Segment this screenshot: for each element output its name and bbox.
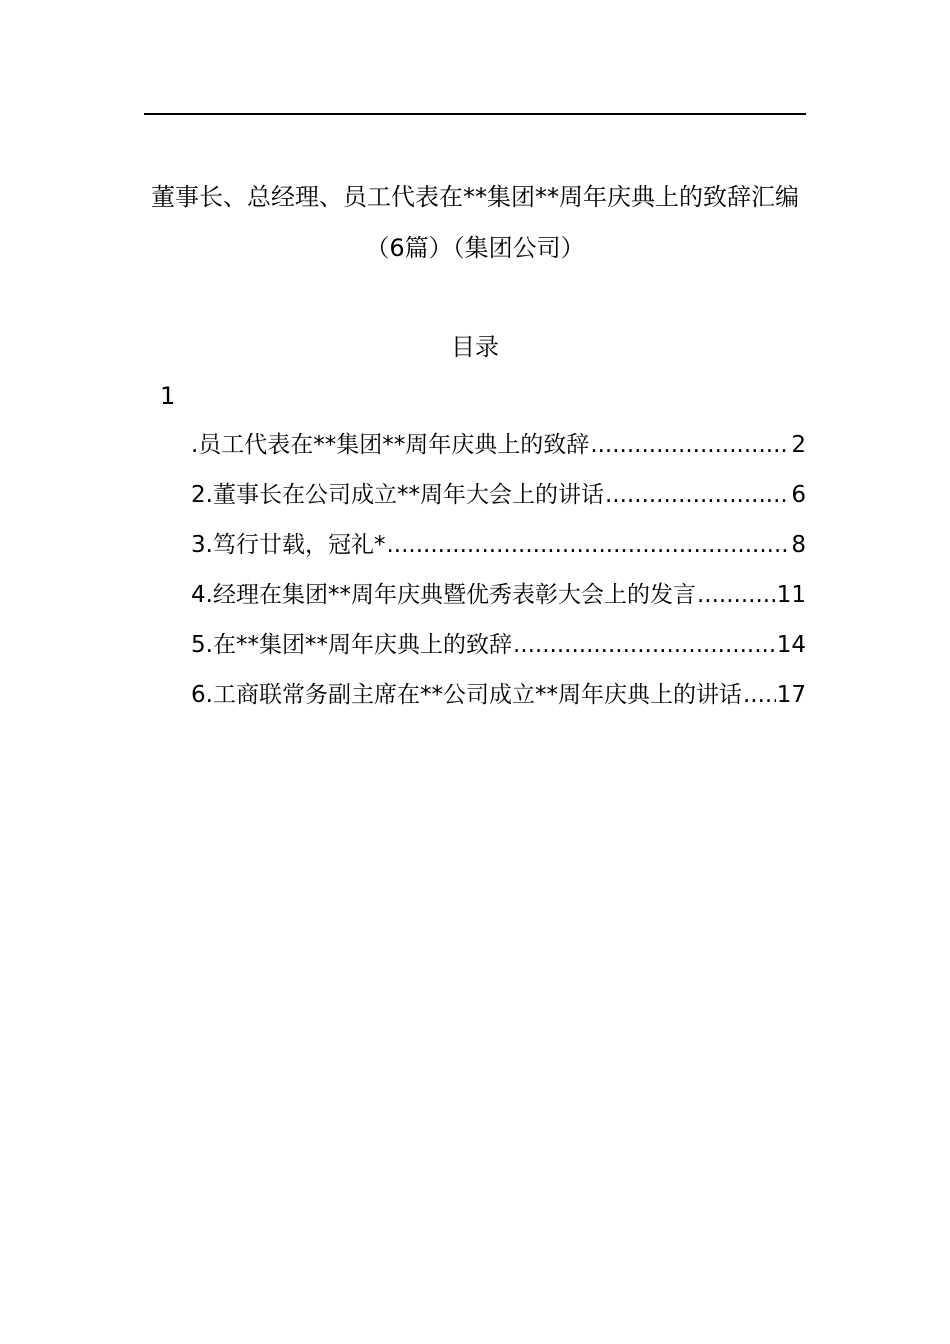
document-title-line-1: 董事长、总经理、员工代表在**集团**周年庆典上的致辞汇编 [151,183,799,211]
toc-entry-6[interactable] [191,678,806,728]
toc-entry-3[interactable] [191,528,806,578]
toc-entry-title: 6.工商联常务副主席在**公司成立**周年庆典上的讲话 [191,682,742,708]
toc-entry-title: 3.笃行廿载，冠礼* [191,532,386,558]
toc-entry-4[interactable] [191,578,806,628]
toc-leader-dots [513,628,776,662]
toc-leader-dots [697,578,776,612]
toc-entry-page: 6 [791,482,806,508]
toc-stray-number: 1 [160,382,176,410]
toc-leader-dots [743,678,776,712]
toc-entry-page: 14 [776,632,806,658]
toc-entry-page: 8 [791,532,806,558]
toc-leader-dots [605,478,790,512]
toc-entry-page: 17 [776,682,806,708]
toc-entry-page: 2 [791,432,806,458]
header-rule [144,113,806,115]
toc-entry-page: 11 [776,582,806,608]
toc-entry-title: .员工代表在**集团**周年庆典上的致辞 [191,432,590,458]
toc-entry-title: 2.董事长在公司成立**周年大会上的讲话 [191,482,604,508]
document-title-line-2: （6篇）（集团公司） [365,234,585,262]
table-of-contents [191,428,806,728]
toc-leader-dots [590,428,790,462]
toc-entry-1[interactable] [191,428,806,478]
toc-leader-dots [386,528,790,562]
toc-entry-title: 4.经理在集团**周年庆典暨优秀表彰大会上的发言 [191,582,696,608]
toc-entry-title: 5.在**集团**周年庆典上的致辞 [191,632,512,658]
toc-entry-2[interactable] [191,478,806,528]
toc-heading: 目录 [451,333,499,361]
toc-entry-5[interactable] [191,628,806,678]
